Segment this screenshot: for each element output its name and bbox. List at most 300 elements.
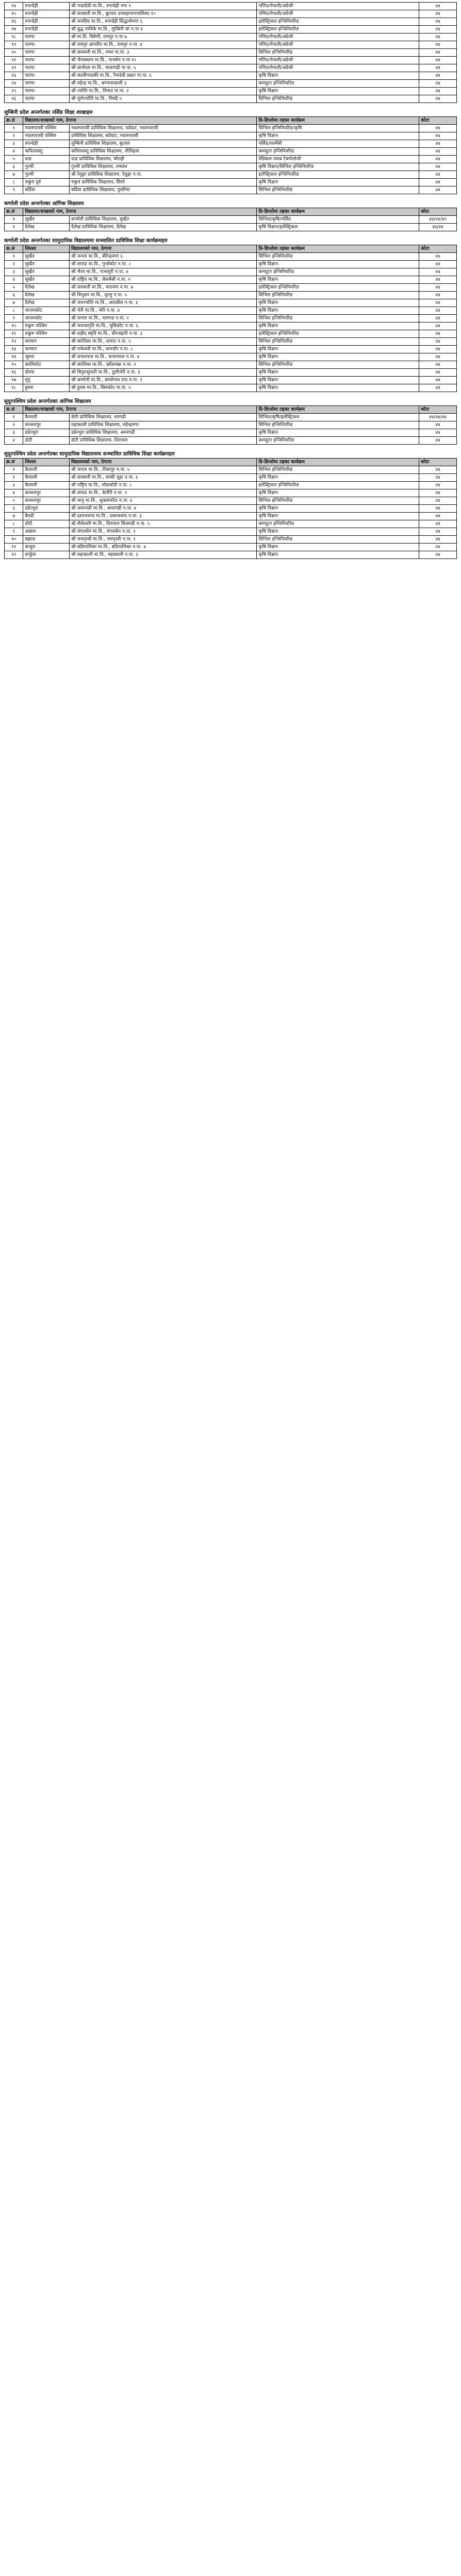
cell-quota: ४४ <box>419 346 457 353</box>
header-sn: क्र.सं <box>5 459 23 466</box>
cell-district: बझाङ <box>23 536 70 544</box>
table-row <box>5 72 457 80</box>
cell-sn: १४ <box>5 3 23 10</box>
cell-sn: ३ <box>5 268 23 276</box>
cell-sn: १ <box>5 466 23 474</box>
header-name: विद्यालयको नाम, ठेगाना <box>69 459 256 466</box>
table-body <box>5 216 457 231</box>
cell-name: श्री ज्योति मा.वि., तिनाउ गा.पा. २ <box>69 88 256 95</box>
cell-district: कैलाली <box>23 474 70 482</box>
table-row <box>5 179 457 187</box>
cell-district: दैलेख <box>23 292 70 299</box>
table-row <box>5 307 457 315</box>
cell-program: सिभिल इन्जिनियरिङ <box>257 187 419 194</box>
table-section2 <box>4 116 457 194</box>
cell-quota: ४४ <box>419 551 457 559</box>
cell-district: बाजुरा <box>23 544 70 551</box>
cell-sn: १ <box>5 216 23 224</box>
table-row <box>5 26 457 33</box>
table-row <box>5 536 457 544</box>
cell-quota: ४४ <box>419 474 457 482</box>
cell-name: श्री रामपुर ज्ञानदीप मा.वि., रामपुर न.पा. ४ <box>69 41 256 49</box>
table-body <box>5 414 457 445</box>
cell-name: प्राविधिक शिक्षालय, बर्दघाट, नवलपरासी <box>69 132 256 140</box>
cell-district: बर्दिया <box>23 187 70 194</box>
cell-district: सुर्खेत <box>23 216 70 224</box>
cell-name: श्री जनता मा.वि., टीकापुर न.पा. ५ <box>69 466 256 474</box>
cell-name: श्री कर्णाली मा.वि., छायाँनाथ रारा न.पा. १ <box>69 377 256 384</box>
cell-program: कृषि विज्ञान <box>257 88 419 95</box>
table-row <box>5 49 457 57</box>
cell-sn: ७ <box>5 171 23 179</box>
cell-quota: ४४ <box>419 187 457 194</box>
cell-name: बर्दिया प्राविधिक शिक्षालय, गुलरिया <box>69 187 256 194</box>
cell-sn: १५ <box>5 361 23 369</box>
cell-quota: ४४ <box>419 132 457 140</box>
cell-program: कृषि विज्ञान <box>257 528 419 536</box>
cell-name: श्री जनता मा.वि., नलगाड न.पा. २ <box>69 315 256 323</box>
cell-quota: ४४ <box>419 315 457 323</box>
cell-district: कपिलवस्तु <box>23 148 70 156</box>
table-row <box>5 489 457 497</box>
table-row <box>5 88 457 95</box>
cell-program: कृषि विज्ञान <box>257 299 419 307</box>
cell-quota: ४४ <box>419 3 457 10</box>
cell-program: कृषि विज्ञान <box>257 276 419 284</box>
table-section4 <box>4 245 457 392</box>
cell-quota: ४४ <box>419 437 457 445</box>
cell-name: श्री दशरथचन्द मा.वि., दशरथचन्द न.पा. ३ <box>69 513 256 520</box>
cell-sn: ५ <box>5 497 23 505</box>
cell-district: कञ्चनपुर <box>23 421 70 429</box>
table-row <box>5 156 457 163</box>
cell-program: कृषि विज्ञान/सिभिल इन्जिनियरिङ <box>257 163 419 171</box>
cell-district: दार्चुला <box>23 551 70 559</box>
cell-district: कञ्चनपुर <box>23 497 70 505</box>
cell-program: कृषि विज्ञान <box>257 72 419 80</box>
cell-program: कृषि विज्ञान/इलेक्ट्रिकल <box>257 224 419 231</box>
cell-sn: २६ <box>5 95 23 103</box>
cell-program: कृषि विज्ञान <box>257 346 419 353</box>
cell-district: पाल्पा <box>23 57 70 64</box>
table-row <box>5 95 457 103</box>
cell-name: श्री अमरगढी मा.वि., अमरगढी न.पा. ४ <box>69 505 256 513</box>
cell-program: सिभिल इन्जिनियरिङ <box>257 466 419 474</box>
cell-quota: ४४ <box>419 276 457 284</box>
cell-sn: ८ <box>5 307 23 315</box>
section-title: कर्णाली प्रदेश अन्तर्गतका आंगिक शिक्षालय <box>4 201 84 207</box>
cell-sn: २५ <box>5 88 23 95</box>
table-section3 <box>4 208 457 231</box>
cell-sn: ३ <box>5 482 23 489</box>
table-row <box>5 497 457 505</box>
cell-sn: ४ <box>5 489 23 497</box>
document-page <box>0 0 461 563</box>
cell-quota: ४४ <box>419 338 457 346</box>
cell-name: डडेल्धुरा प्राविधिक शिक्षालय, अमरगढी <box>69 429 256 437</box>
cell-program: गणित/नेपाली/अंग्रेजी <box>257 64 419 72</box>
cell-sn: ३ <box>5 429 23 437</box>
cell-district: कञ्चनपुर <box>23 489 70 497</box>
cell-program: इलेक्ट्रिकल इन्जिनियरिङ <box>257 284 419 292</box>
cell-program: कृषि विज्ञान <box>257 429 419 437</box>
cell-name: डोटी प्राविधिक शिक्षालय, दिपायल <box>69 437 256 445</box>
table-row <box>5 544 457 551</box>
cell-sn: १५ <box>5 10 23 18</box>
table-row <box>5 3 457 10</box>
cell-name: श्री भानु मा.वि., शुक्लाफाँटा न.पा. ६ <box>69 497 256 505</box>
table-row <box>5 224 457 231</box>
cell-program: कृषि विज्ञान <box>257 544 419 551</box>
cell-quota: ४४ <box>419 323 457 330</box>
cell-name: श्री नन्दादेवी मा.वि., रुपन्देही नपा ९ <box>69 3 256 10</box>
cell-name: श्री कालीगण्डकी मा.वि., रैनादेवी छहरा गा.पा. ६ <box>69 72 256 80</box>
table-row <box>5 33 457 41</box>
cell-quota: ४४ <box>419 528 457 536</box>
cell-district: दैलेख <box>23 224 70 231</box>
cell-program: सिभिल इन्जिनियरिङ <box>257 49 419 57</box>
cell-district: नवलपरासी पश्चिम <box>23 132 70 140</box>
cell-quota: ४४ <box>419 299 457 307</box>
table-row <box>5 18 457 26</box>
table-row <box>5 377 457 384</box>
table-row <box>5 466 457 474</box>
cell-district: डोटी <box>23 520 70 528</box>
table-row <box>5 10 457 18</box>
cell-program: कम्प्युटर इन्जिनियरिङ <box>257 437 419 445</box>
header-name: विद्यालयको नाम, ठेगाना <box>69 245 256 253</box>
cell-district: जाजरकोट <box>23 307 70 315</box>
cell-district: गुल्मी <box>23 163 70 171</box>
header-program: प्रि-डिप्लोमा तहका कार्यक्रम <box>257 459 419 466</box>
table-body <box>5 253 457 392</box>
cell-program: इलेक्ट्रिकल इन्जिनियरिङ <box>257 171 419 179</box>
cell-district: जुम्ला <box>23 353 70 361</box>
cell-district: डडेल्धुरा <box>23 505 70 513</box>
cell-sn: ११ <box>5 544 23 551</box>
cell-quota: ४४ <box>419 307 457 315</box>
cell-quota: ४४ <box>419 72 457 80</box>
cell-program: सिभिल इन्जिनियरिङ <box>257 253 419 261</box>
cell-program: कृषि विज्ञान <box>257 551 419 559</box>
cell-district: गुल्मी <box>23 171 70 179</box>
table-row <box>5 125 457 132</box>
cell-program: कृषि विज्ञान <box>257 489 419 497</box>
cell-district: रुकुम पूर्व <box>23 179 70 187</box>
cell-sn: २३ <box>5 72 23 80</box>
cell-district: डडेल्धुरा <box>23 429 70 437</box>
cell-sn: ९ <box>5 315 23 323</box>
cell-name: श्री भैरवस्थान मा.वि., तानसेन न.पा १० <box>69 57 256 64</box>
header-quota: कोटा <box>419 117 457 125</box>
header-sn: क्र.सं <box>5 406 23 414</box>
cell-name: श्री राष्ट्रिय मा.वि., लेकबेंसी न.पा. २ <box>69 276 256 284</box>
cell-sn: ४ <box>5 148 23 156</box>
table-section5 <box>4 405 457 445</box>
table-section1 <box>4 2 457 103</box>
table-row <box>5 482 457 489</box>
table-row <box>5 429 457 437</box>
cell-sn: १३ <box>5 346 23 353</box>
cell-name: महाकाली प्राविधिक शिक्षालय, महेन्द्रनगर <box>69 421 256 429</box>
table-row <box>5 421 457 429</box>
section-title: सुदूरपश्चिम प्रदेश अन्तर्गतका सामुदायिक विद्यालयमा सञ्चालित प्राविधिक शिक्षा कार्यक्रमहरु <box>4 451 175 457</box>
cell-district: बैतडी <box>23 513 70 520</box>
cell-program: कम्प्युटर इन्जिनियरिङ <box>257 268 419 276</box>
cell-program: कृषि विज्ञान <box>257 353 419 361</box>
cell-sn: ५ <box>5 284 23 292</box>
cell-program: सिभिल इन्जिनियरिङ/कृषि <box>257 125 419 132</box>
cell-quota: ४४ <box>419 353 457 361</box>
table-row <box>5 551 457 559</box>
cell-name: श्री महाकाली मा.वि., महाकाली न.पा. ३ <box>69 551 256 559</box>
cell-quota: ४४ <box>419 429 457 437</box>
cell-district: सुर्खेत <box>23 253 70 261</box>
cell-sn: १९ <box>5 41 23 49</box>
header-program: प्रि-डिप्लोमा तहका कार्यक्रम <box>257 406 419 414</box>
cell-name: श्री मा.वि. त्रिवेणी, रामपुर न.पा ७ <box>69 33 256 41</box>
cell-program: इलेक्ट्रिकल इन्जिनियरिङ <box>257 330 419 338</box>
cell-sn: ११ <box>5 330 23 338</box>
cell-program: सिभिल इन्जिनियरिङ <box>257 292 419 299</box>
cell-name: श्री जनप्रिय मा.वि., रुपन्देही सिद्धार्थनगर ६ <box>69 18 256 26</box>
cell-name: श्री शैलेश्वरी मा.वि., दिपायल सिलगढी न.पा. ५ <box>69 520 256 528</box>
cell-program: नर्सिङ/फार्मेसी <box>257 140 419 148</box>
table-row <box>5 369 457 377</box>
cell-district: जाजरकोट <box>23 315 70 323</box>
cell-program: सिभिल इन्जिनियरिङ <box>257 497 419 505</box>
cell-district: पाल्पा <box>23 72 70 80</box>
cell-program: गणित/नेपाली/अंग्रेजी <box>257 33 419 41</box>
cell-program: इलेक्ट्रिकल इन्जिनियरिङ <box>257 482 419 489</box>
cell-sn: १२ <box>5 551 23 559</box>
cell-quota: ४४ <box>419 10 457 18</box>
cell-quota: ४४ <box>419 536 457 544</box>
table-row <box>5 513 457 520</box>
cell-program: कृषि विज्ञान <box>257 474 419 482</box>
table-row <box>5 323 457 330</box>
cell-sn: ९ <box>5 528 23 536</box>
cell-name: दाङ प्राविधिक शिक्षालय, घोराही <box>69 156 256 163</box>
cell-sn: ६ <box>5 505 23 513</box>
cell-quota: ४४ <box>419 163 457 171</box>
table-row <box>5 505 457 513</box>
cell-quota: ४४ <box>419 179 457 187</box>
table-row <box>5 57 457 64</box>
cell-name: श्री ज्ञानोदय मा.वि., माथागढी गा.पा. ५ <box>69 64 256 72</box>
table-row <box>5 338 457 346</box>
cell-quota: ४४ <box>419 284 457 292</box>
cell-name: श्री रामेश्वरी मा.वि., बागचौर न.पा. ८ <box>69 346 256 353</box>
table-row <box>5 41 457 49</box>
table-row <box>5 253 457 261</box>
cell-district: रुपन्देही <box>23 18 70 26</box>
cell-district: रुपन्देही <box>23 26 70 33</box>
cell-quota: ४४ <box>419 253 457 261</box>
cell-district: पाल्पा <box>23 49 70 57</box>
table-row <box>5 187 457 194</box>
cell-quota: ४४ <box>419 140 457 148</box>
cell-program: कृषि विज्ञान <box>257 384 419 392</box>
cell-quota: ४४ <box>419 33 457 41</box>
cell-sn: १ <box>5 253 23 261</box>
cell-quota: ४४ <box>419 171 457 179</box>
cell-sn: ६ <box>5 292 23 299</box>
cell-quota: ४४ <box>419 88 457 95</box>
cell-sn: २२ <box>5 64 23 72</box>
cell-name: श्री भैरव मा.वि., पञ्चपुरी न.पा. ४ <box>69 268 256 276</box>
header-quota: कोटा <box>419 208 457 216</box>
table-row <box>5 64 457 72</box>
table-row <box>5 384 457 392</box>
header-name: विद्यालय/शाखाको नाम, ठेगाना <box>23 406 257 414</box>
cell-name: श्री जनता मा.वि., बीरेन्द्रनगर ६ <box>69 253 256 261</box>
cell-district: सुर्खेत <box>23 261 70 268</box>
cell-sn: १६ <box>5 369 23 377</box>
cell-district: मुगु <box>23 377 70 384</box>
cell-quota: ४४ <box>419 421 457 429</box>
cell-sn: २ <box>5 132 23 140</box>
cell-program: सिभिल इन्जिनियरिङ <box>257 95 419 103</box>
cell-quota: ४४ <box>419 466 457 474</box>
cell-name: श्री सरस्वती मा.वि., बुटवल उपमहानगरपालिका १० <box>69 10 256 18</box>
cell-quota: ४४/४४ <box>419 224 457 231</box>
cell-district: अछाम <box>23 528 70 536</box>
cell-district: दाङ <box>23 156 70 163</box>
table-row <box>5 315 457 323</box>
cell-name: श्री हुम्ला मा.वि., सिमकोट गा.पा. ५ <box>69 384 256 392</box>
cell-sn: १ <box>5 125 23 132</box>
cell-name: श्री राष्ट्रिय मा.वि., घोडाघोडी न.पा. ८ <box>69 482 256 489</box>
cell-quota: ४४ <box>419 330 457 338</box>
table-row <box>5 330 457 338</box>
cell-district: रुपन्देही <box>23 140 70 148</box>
cell-name: श्री शहीद स्मृति मा.वि., चौरजहारी न.पा. ३ <box>69 330 256 338</box>
cell-program: गणित/नेपाली/अंग्रेजी <box>257 3 419 10</box>
cell-name: श्री कालिका मा.वि., शारदा न.पा. ५ <box>69 338 256 346</box>
cell-district: पाल्पा <box>23 64 70 72</box>
cell-name: कर्णाली प्राविधिक शिक्षालय, सुर्खेत <box>69 216 256 224</box>
cell-district: पाल्पा <box>23 33 70 41</box>
header-name: विद्यालय/शाखाको नाम, ठेगाना <box>23 117 257 125</box>
cell-name: दैलेख प्राविधिक शिक्षालय, दैलेख <box>69 224 256 231</box>
cell-name: श्री सरस्वती मा.वि., रम्भा गा.पा. ३ <box>69 49 256 57</box>
cell-district: दैलेख <box>23 284 70 292</box>
cell-sn: १६ <box>5 18 23 26</box>
cell-name: सेती प्राविधिक शिक्षालय, धनगढी <box>69 414 256 421</box>
cell-sn: २४ <box>5 80 23 88</box>
cell-quota: ४४ <box>419 369 457 377</box>
cell-name: कपिलवस्तु प्राविधिक शिक्षालय, तौलिहवा <box>69 148 256 156</box>
cell-program: इलेक्ट्रिकल इन्जिनियरिङ <box>257 26 419 33</box>
cell-program: गणित/नेपाली/अंग्रेजी <box>257 41 419 49</box>
header-sn: क्र.सं <box>5 117 23 125</box>
cell-name: श्री बुद्ध माविके मा.वि., लुम्बिनी सां न.पा ४ <box>69 26 256 33</box>
section-title: लुम्बिनी प्रदेश अन्तर्गतका नर्सिङ शिक्षा शाखाहरु <box>4 110 93 115</box>
cell-district: सुर्खेत <box>23 268 70 276</box>
cell-sn: १७ <box>5 377 23 384</box>
cell-program: सिभिल इन्जिनियरिङ <box>257 315 419 323</box>
cell-quota: ४४ <box>419 361 457 369</box>
table-row <box>5 276 457 284</box>
cell-sn: ७ <box>5 513 23 520</box>
cell-district: कालिकोट <box>23 361 70 369</box>
cell-name: श्री महेन्द्र मा.वि., बगनासकाली ३ <box>69 80 256 88</box>
cell-sn: ४ <box>5 276 23 284</box>
cell-district: कैलाली <box>23 482 70 489</box>
cell-program: गणित/नेपाली/अंग्रेजी <box>257 10 419 18</box>
cell-sn: ४ <box>5 437 23 445</box>
cell-sn: १८ <box>5 384 23 392</box>
cell-sn: ३ <box>5 140 23 148</box>
table-row <box>5 346 457 353</box>
header-quota: कोटा <box>419 459 457 466</box>
cell-name: श्री जनजागृति मा.वि., मुसिकोट न.पा. ६ <box>69 323 256 330</box>
cell-sn: ८ <box>5 179 23 187</box>
cell-program: सिभिल इन्जिनियरिङ <box>257 421 419 429</box>
cell-district: सल्यान <box>23 338 70 346</box>
header-quota: कोटा <box>419 406 457 414</box>
cell-sn: ५ <box>5 156 23 163</box>
cell-name: श्री शारदा मा.वि., गुर्भाकोट न.पा. ८ <box>69 261 256 268</box>
cell-quota: ४४ <box>419 41 457 49</box>
cell-district: रुकुम पश्चिम <box>23 330 70 338</box>
cell-program: कृषि विज्ञान <box>257 179 419 187</box>
cell-program: सिभिल इन्जिनियरिङ <box>257 361 419 369</box>
cell-name: श्री रेसुङ्गा प्राविधिक शिक्षालय, रेसुङ्गा न.पा. <box>69 171 256 179</box>
cell-name: श्री जयपृथ्वी मा.वि., जयपृथ्वी न.पा. १ <box>69 536 256 544</box>
table-row <box>5 292 457 299</box>
cell-district: डोटी <box>23 437 70 445</box>
cell-quota: ४४ <box>419 384 457 392</box>
cell-quota: ४४ <box>419 520 457 528</box>
cell-district: सल्यान <box>23 346 70 353</box>
cell-name: नवलपरासी प्राविधिक शिक्षालय, वर्दघाट, नवलपरासी <box>69 125 256 132</box>
cell-district: पाल्पा <box>23 95 70 103</box>
table-row <box>5 284 457 292</box>
cell-program: कम्प्युटर इन्जिनियरिङ <box>257 520 419 528</box>
cell-quota: ४४ <box>419 544 457 551</box>
cell-sn: ६ <box>5 163 23 171</box>
cell-quota: ४४ <box>419 95 457 103</box>
cell-program: मेडिकल ल्याब टेक्नोलोजी <box>257 156 419 163</box>
table-body <box>5 3 457 103</box>
cell-district: हुम्ला <box>23 384 70 392</box>
cell-quota: ४४ <box>419 497 457 505</box>
cell-quota: ४४ <box>419 125 457 132</box>
header-district: जिल्ला <box>23 245 70 253</box>
cell-name: श्री चन्दननाथ मा.वि., चन्दननाथ न.पा. ४ <box>69 353 256 361</box>
table-row <box>5 148 457 156</box>
cell-name: श्री कालिका मा.वि., खाँडाचक्र न.पा. २ <box>69 361 256 369</box>
table-row <box>5 361 457 369</box>
cell-quota: ४४ <box>419 80 457 88</box>
cell-program: कम्प्युटर इन्जिनियरिङ <box>257 148 419 156</box>
cell-program: सिभिल इन्जिनियरिङ <box>257 338 419 346</box>
table-row <box>5 414 457 421</box>
cell-sn: १० <box>5 323 23 330</box>
table-row <box>5 80 457 88</box>
cell-quota: ४४ <box>419 505 457 513</box>
cell-quota: ४४ <box>419 49 457 57</box>
header-program: प्रि-डिप्लोमा तहका कार्यक्रम <box>257 117 419 125</box>
cell-name: रुकुम प्राविधिक शिक्षालय, सिस्ने <box>69 179 256 187</box>
header-name: विद्यालय/शाखाको नाम, ठेगाना <box>23 208 257 216</box>
cell-quota: ४४ <box>419 292 457 299</box>
cell-name: श्री बडिमालिका मा.वि., बडिमालिका न.पा. ४ <box>69 544 256 551</box>
cell-sn: १४ <box>5 353 23 361</box>
cell-district: डोल्पा <box>23 369 70 377</box>
